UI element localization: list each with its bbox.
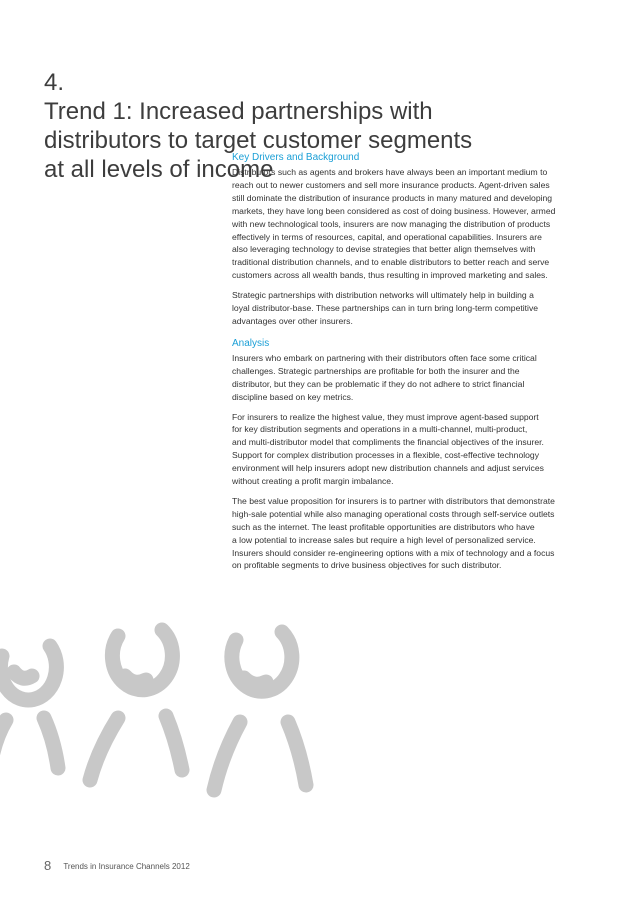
section-key-drivers	[232, 151, 598, 328]
text-line: Distributors such as agents and brokers have always been an important medium to	[232, 167, 548, 177]
text-line: still dominate the distribution of insurance products in many matured and developing	[232, 192, 553, 203]
page-number: 8	[44, 858, 52, 873]
text-line: without creating a profit margin imbalance.	[232, 476, 394, 487]
text-line: effectively in terms of resources, capital, and operational capabilities. Insurers are	[232, 231, 542, 242]
page-footer	[44, 858, 190, 873]
text-line: reach out to newer customers and sell more insurance products. Agent-driven sales	[232, 179, 550, 190]
paragraph	[232, 289, 598, 328]
text-line: Insurers should consider re-engineering options with a mix of technology and a focus	[232, 547, 555, 558]
person-figure-icon	[90, 630, 182, 780]
text-line: challenges. Strategic partnerships are profitable for both the insurer and the	[232, 365, 520, 376]
section-heading: Analysis	[232, 337, 270, 349]
text-line: with new technological tools, insurers are now managing the distribution of products	[232, 218, 551, 229]
section-number: 4.	[44, 69, 65, 97]
text-line: distributor, but they can be problematic if they do not adhere to strict financial	[232, 378, 525, 389]
publication-title: Trends in Insurance Channels 2012	[63, 862, 190, 871]
paragraph	[232, 166, 598, 282]
text-line: The best value proposition for insurers is to partner with distributors that demonstrate	[232, 495, 555, 506]
person-figure-icon	[0, 646, 58, 768]
text-line: also leveraging technology to devise strategies that better align themselves with	[232, 244, 536, 255]
text-line: traditional distribution channels, and to enable distributors to better reach and serve	[232, 257, 550, 268]
text-line: and multi-distributor model that compliments the financial objectives of the insurer.	[232, 437, 544, 448]
person-figure-icon	[214, 632, 306, 790]
paragraph	[232, 411, 598, 488]
text-line: a low potential to increase sales but require a high level of personalized service.	[232, 534, 536, 545]
text-line: Strategic partnerships with distribution networks will ultimately help in building a	[232, 290, 534, 301]
text-line: high-sale potential while also managing operational costs through self-service outlets	[232, 508, 555, 519]
paragraph	[232, 352, 598, 404]
section-analysis	[232, 337, 598, 573]
body-column	[232, 151, 598, 579]
paragraph	[232, 495, 598, 572]
text-line: markets, they have long been considered as cost of doing business. However, armed	[232, 205, 556, 216]
text-line: environment will help insurers adopt new distribution channels and adjust services	[232, 463, 544, 474]
text-line: discipline based on key metrics.	[232, 391, 354, 402]
text-line: on profitable segments to drive business objectives for such distributor.	[232, 560, 502, 571]
people-illustration	[0, 590, 340, 820]
text-line: loyal distributor-base. These partnerships can in turn bring long-term competitive	[232, 303, 539, 314]
text-line: Insurers who embark on partnering with their distributors often face some critical	[232, 352, 537, 363]
title-line: at all levels of income	[44, 156, 274, 184]
text-line: such as the internet. The least profitable opportunities are distributors who have	[232, 521, 535, 532]
text-line: customers across all wealth bands, thus resulting in improved marketing and sales.	[232, 270, 548, 281]
text-line: Support for complex distribution processes in a flexible, cost-effective technology	[232, 450, 539, 461]
section-heading: Key Drivers and Background	[232, 152, 360, 163]
title-line: Trend 1: Increased partnerships with	[44, 98, 433, 126]
title-line: distributors to target customer segments	[44, 127, 473, 155]
text-line: advantages over other insurers.	[232, 315, 353, 326]
text-line: For insurers to realize the highest value, they must improve agent-based support	[232, 411, 539, 422]
text-line: for key distribution segments and operations in a multi-channel, multi-product,	[232, 424, 528, 435]
